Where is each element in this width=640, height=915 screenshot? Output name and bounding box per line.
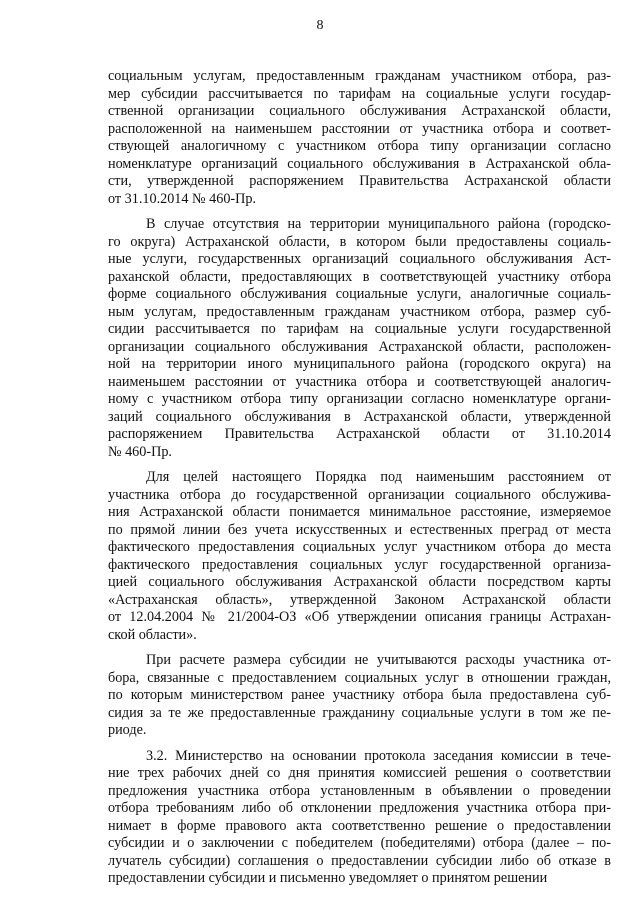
text-line: форме социального обслуживания социальные услуги, аналогичные социаль-: [108, 286, 611, 302]
text-line: 3.2. Министерство на основании протокола заседания комиссии в тече-: [146, 747, 611, 764]
text-line: Для целей настоящего Порядка под наименьшим расстоянием от: [146, 469, 611, 485]
text-line: фактического предоставления социальных услуг участником отбора до места: [108, 539, 611, 555]
text-line: го округа) Астраханской области, в котором были предоставлены социаль-: [108, 233, 611, 250]
paragraph: [108, 748, 611, 888]
paragraph: [108, 68, 611, 208]
text-line: риоде.: [108, 722, 147, 738]
text-line: В случае отсутствия на территории муниципального района (городско-: [146, 216, 611, 232]
text-line: от 31.10.2014 № 460-Пр.: [108, 190, 257, 207]
text-line: предоставлении субсидии и письменно уведомляет о принятом решении: [108, 870, 548, 886]
text-line: фактического предоставления социальных услуг государственной организа-: [108, 556, 611, 573]
document-body: [108, 68, 611, 888]
text-line: лучатель субсидии) соглашения о предоставлении субсидии либо об отказе в: [108, 852, 611, 869]
text-line: бора, связанные с предоставлением социальных услуг в отношении граждан,: [108, 669, 611, 686]
text-line: раханской области, предоставляющих в соответствующей участнику отбора: [108, 268, 611, 285]
text-line: ным услугам, предоставленным гражданам участником отбора, размер суб-: [108, 303, 611, 320]
text-line: ные услуги, государственных организаций социального обслуживания Аст-: [108, 251, 611, 267]
text-line: номенклатуре организаций социального обслуживания в Астраханской обла-: [108, 155, 611, 172]
text-line: социальным услугам, предоставленным гражданам участником отбора, раз-: [108, 68, 611, 84]
page-number: 8: [316, 18, 324, 33]
text-line: ной на территории иного муниципального района (городского округа) на: [108, 356, 611, 372]
text-line: участника отбора до государственной организации социального обслужива-: [108, 486, 611, 503]
text-line: по которым министерством ранее участнику отбора была предоставлена суб-: [108, 687, 611, 703]
paragraph: [108, 652, 611, 740]
text-line: мер субсидии рассчитывается по тарифам на социальные услуги государ-: [108, 85, 611, 102]
text-line: распоряжением Правительства Астраханской области от 31.10.2014: [108, 426, 611, 442]
paragraph: [108, 469, 611, 644]
text-line: ние трех рабочих дней со дня принятия комиссией решения о соответствии: [108, 765, 611, 781]
text-line: заций социального обслуживания в Астраханской области, утвержденной: [108, 408, 611, 425]
text-line: «Астраханская область», утвержденной Законом Астраханской области: [108, 591, 611, 608]
text-line: наименьшем расстоянии от участника отбора и соответствующей аналогич-: [108, 373, 611, 390]
text-line: отбора требованиям либо об отклонении предложения участника отбора при-: [108, 800, 611, 816]
text-line: расположенной на наименьшем расстоянии от участника отбора и соответ-: [108, 120, 611, 137]
text-line: сидии рассчитывается по тарифам на социальные услуги государственной: [108, 321, 611, 337]
text-line: ния Астраханской области понимается минимальное расстояние, измеряемое: [108, 504, 611, 520]
text-line: цией социального обслуживания Астраханской области посредством карты: [108, 574, 611, 590]
text-line: сидия за те же предоставленные гражданину социальные услуги в том же пе-: [108, 704, 611, 721]
text-line: субсидии и о заключении с победителем (победителями) отбора (далее – по-: [108, 835, 611, 851]
text-line: по прямой линии без учета искусственных и естественных преград от места: [108, 521, 611, 538]
text-line: предложения участника отбора установленным в объявлении о проведении: [108, 782, 611, 799]
text-line: При расчете размера субсидии не учитываются расходы участника от-: [146, 652, 611, 668]
text-line: ному с участником отбора типу организации согласно номенклатуре органи-: [108, 391, 611, 407]
text-line: ственной организации социального обслуживания Астраханской области,: [108, 103, 611, 119]
text-line: организации социального обслуживания Астраханской области, расположен-: [108, 338, 611, 355]
text-line: сти, утвержденной распоряжением Правительства Астраханской области: [108, 173, 611, 189]
text-line: нимает в форме правового акта соответственно решение о предоставлении: [108, 817, 611, 834]
paragraph: [108, 216, 611, 461]
text-line: № 460-Пр.: [108, 443, 172, 460]
text-line: от 12.04.2004 № 21/2004-ОЗ «Об утверждении описания границы Астрахан-: [108, 609, 611, 625]
text-line: ской области».: [108, 626, 197, 643]
text-line: ствующей аналогичному с участником отбора типу организации согласно: [108, 138, 611, 154]
